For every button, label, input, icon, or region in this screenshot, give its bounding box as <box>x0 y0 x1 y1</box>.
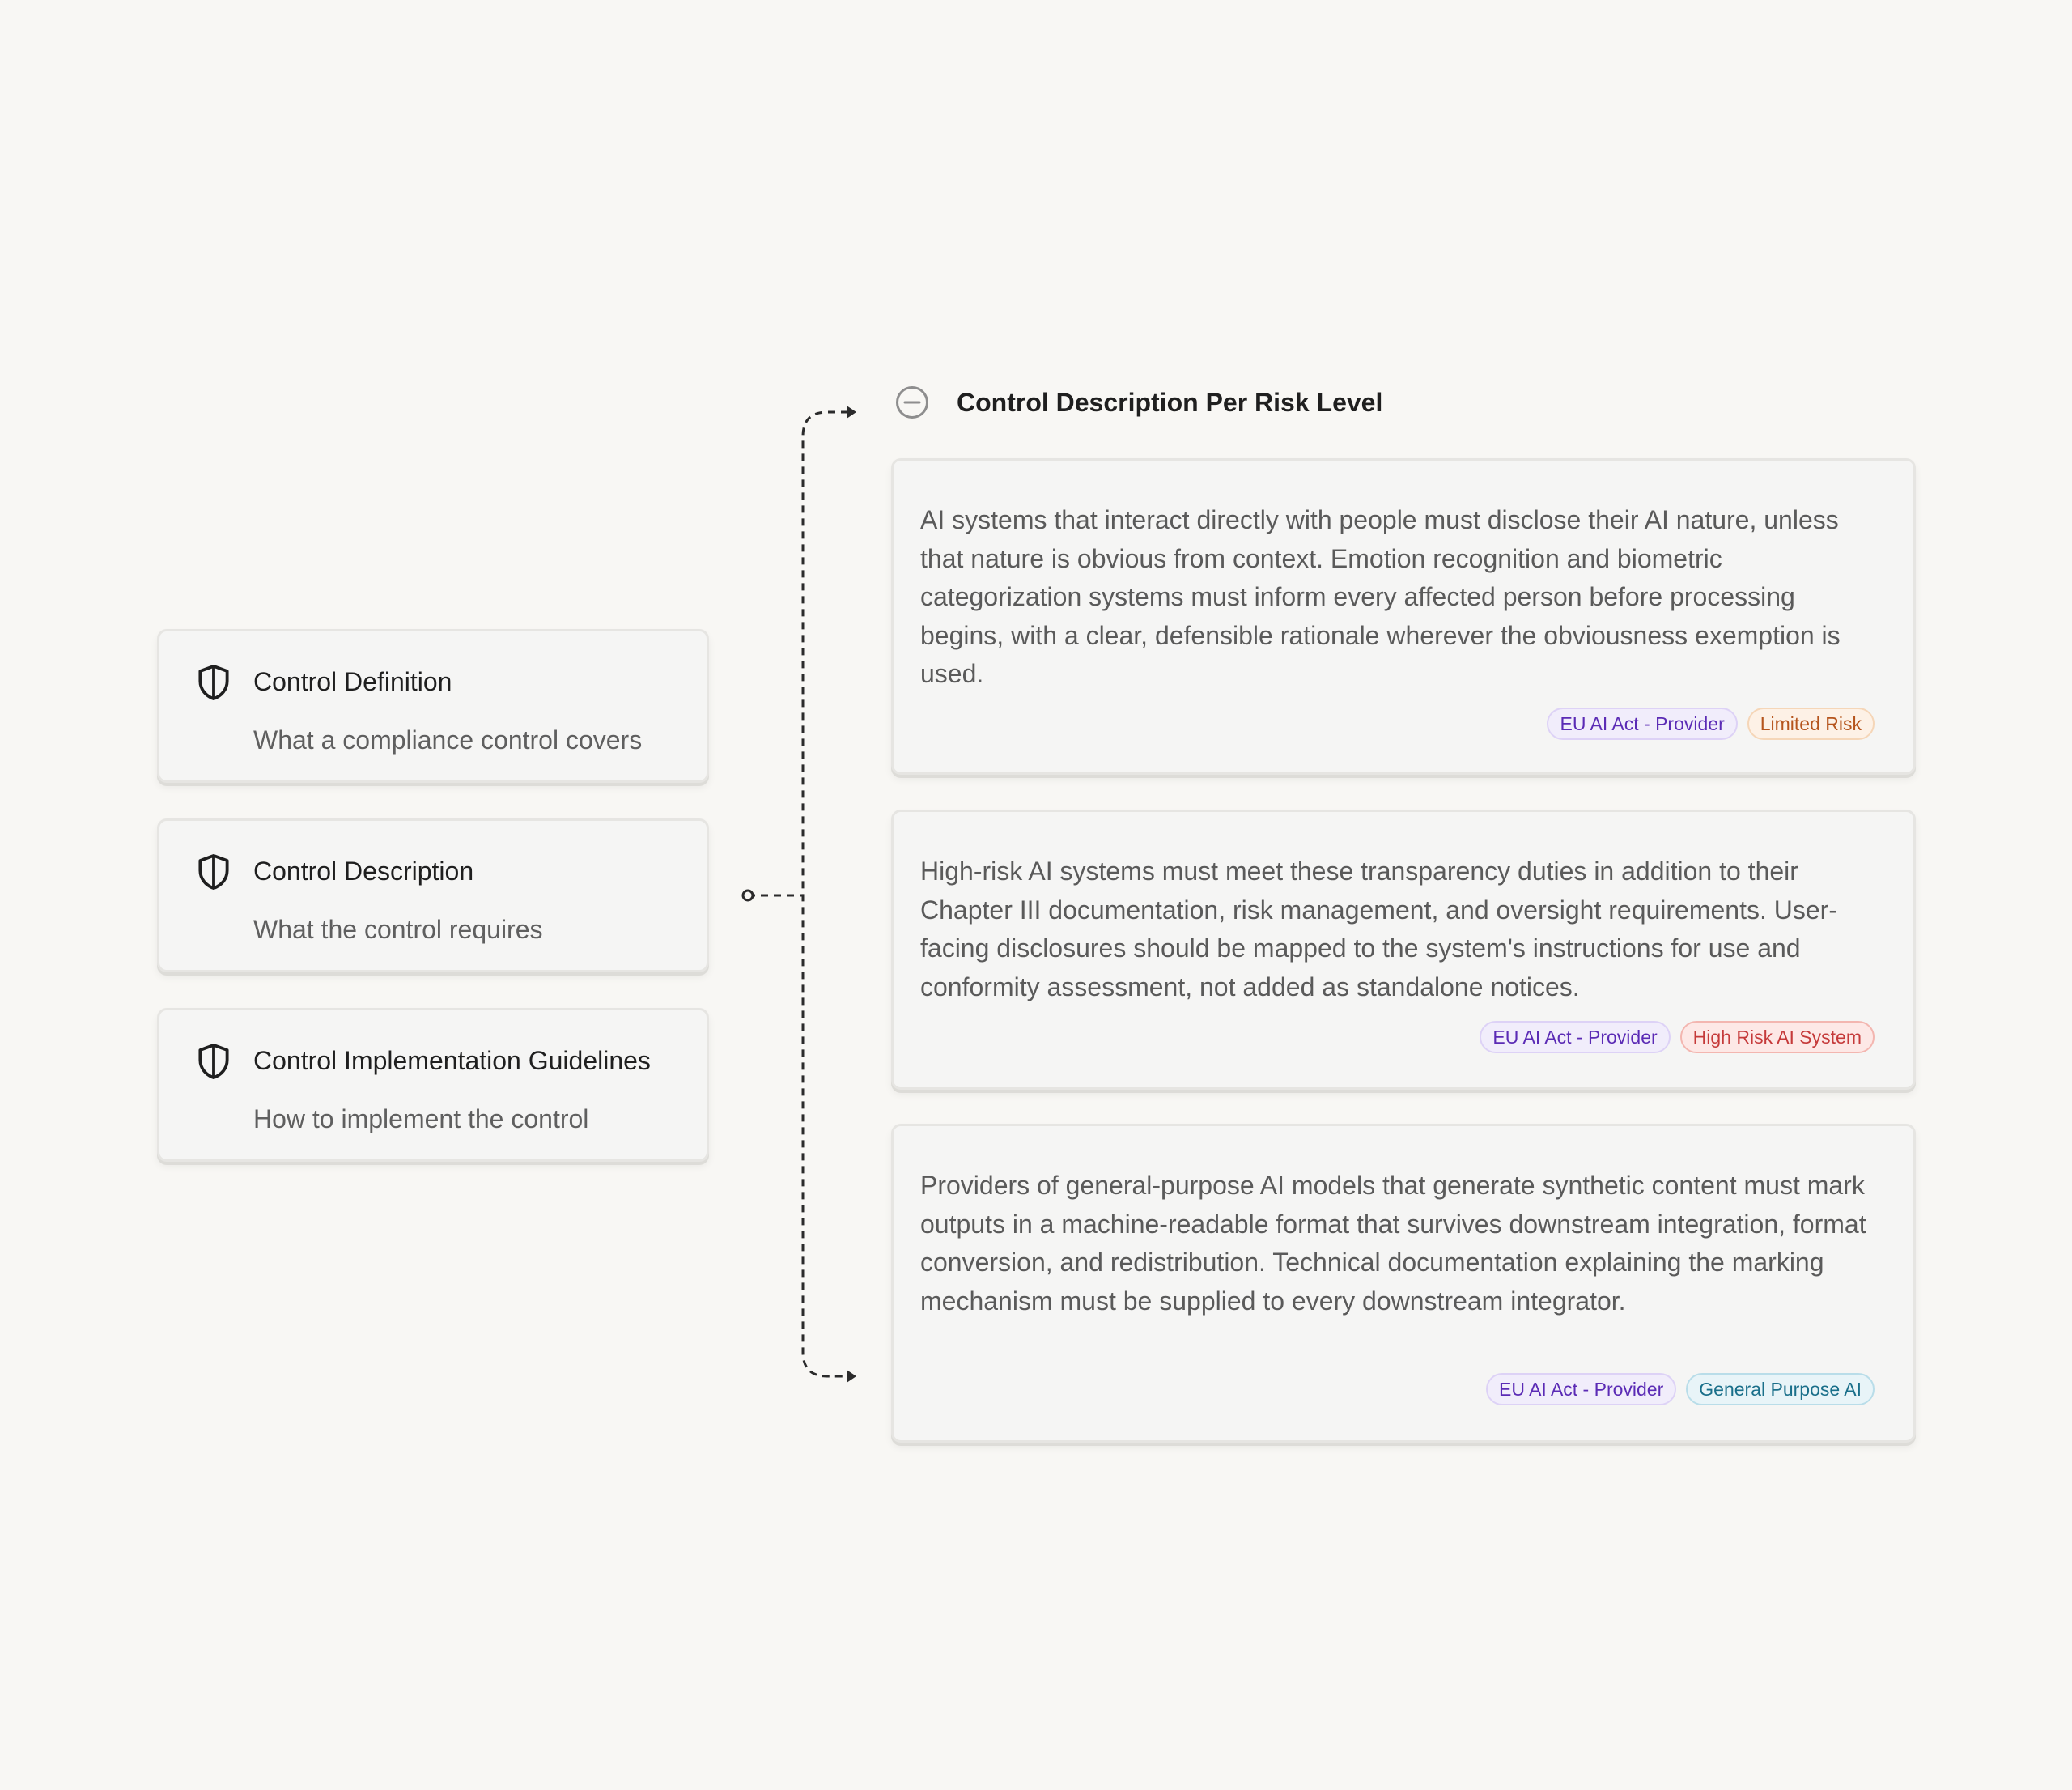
card-subtitle: How to implement the control <box>253 1104 589 1133</box>
risk-card-text: AI systems that interact directly with people must disclose their AI nature, unless that nature is obvious from context. Emotion recognition and biometric categorization systems must inform every affected person before processing begins, with a clear, defensible rationale wherever the obviousness exemption is used. <box>920 505 1841 688</box>
risk-card-gpai[interactable] <box>891 1124 1916 1443</box>
shield-icon <box>197 853 231 891</box>
tag-badge: EU AI Act - Provider <box>1547 708 1737 740</box>
tag-badge: General Purpose AI <box>1686 1373 1875 1405</box>
section-title: Control Description Per Risk Level <box>957 387 1383 417</box>
control-description-card[interactable] <box>157 818 709 972</box>
tag-list <box>1547 708 1875 740</box>
card-title: Control Implementation Guidelines <box>253 1046 651 1075</box>
tag-list <box>1480 1021 1875 1053</box>
card-subtitle: What a compliance control covers <box>253 725 643 755</box>
risk-card-high[interactable] <box>891 810 1916 1090</box>
arrow-head-icon <box>847 1370 856 1383</box>
card-title: Control Description <box>253 857 474 886</box>
section-header <box>895 382 1382 423</box>
minus-circle-icon[interactable] <box>895 385 929 419</box>
control-implementation-card[interactable] <box>157 1008 709 1162</box>
risk-card-text: Providers of general-purpose AI models that generate synthetic content must mark outputs in a machine-readable format that survives downstream integration, format conversion, and redistribution. Technical documentation explaining the marking mechanism must be supplied to every downstream integrator. <box>920 1171 1866 1316</box>
risk-card-limited[interactable] <box>891 458 1916 775</box>
card-subtitle: What the control requires <box>253 915 543 944</box>
tag-badge: High Risk AI System <box>1680 1021 1875 1053</box>
tag-badge: EU AI Act - Provider <box>1480 1021 1670 1053</box>
control-definition-card[interactable] <box>157 629 709 783</box>
shield-icon <box>197 1043 231 1080</box>
connector-origin-dot <box>743 891 753 900</box>
card-title: Control Definition <box>253 667 452 696</box>
connector-lines <box>728 389 874 1401</box>
shield-icon <box>197 664 231 701</box>
tag-badge: EU AI Act - Provider <box>1486 1373 1676 1405</box>
connector-bracket <box>803 412 848 1376</box>
risk-card-text: High-risk AI systems must meet these transparency duties in addition to their Chapter III documentation, risk management, and oversight requirements. User-facing disclosures should be mapped to the system's instructions for use and conformity assessment, not added as standalone notices. <box>920 857 1837 1001</box>
arrow-head-icon <box>847 406 856 419</box>
tag-badge: Limited Risk <box>1747 708 1875 740</box>
tag-list <box>1486 1373 1875 1405</box>
